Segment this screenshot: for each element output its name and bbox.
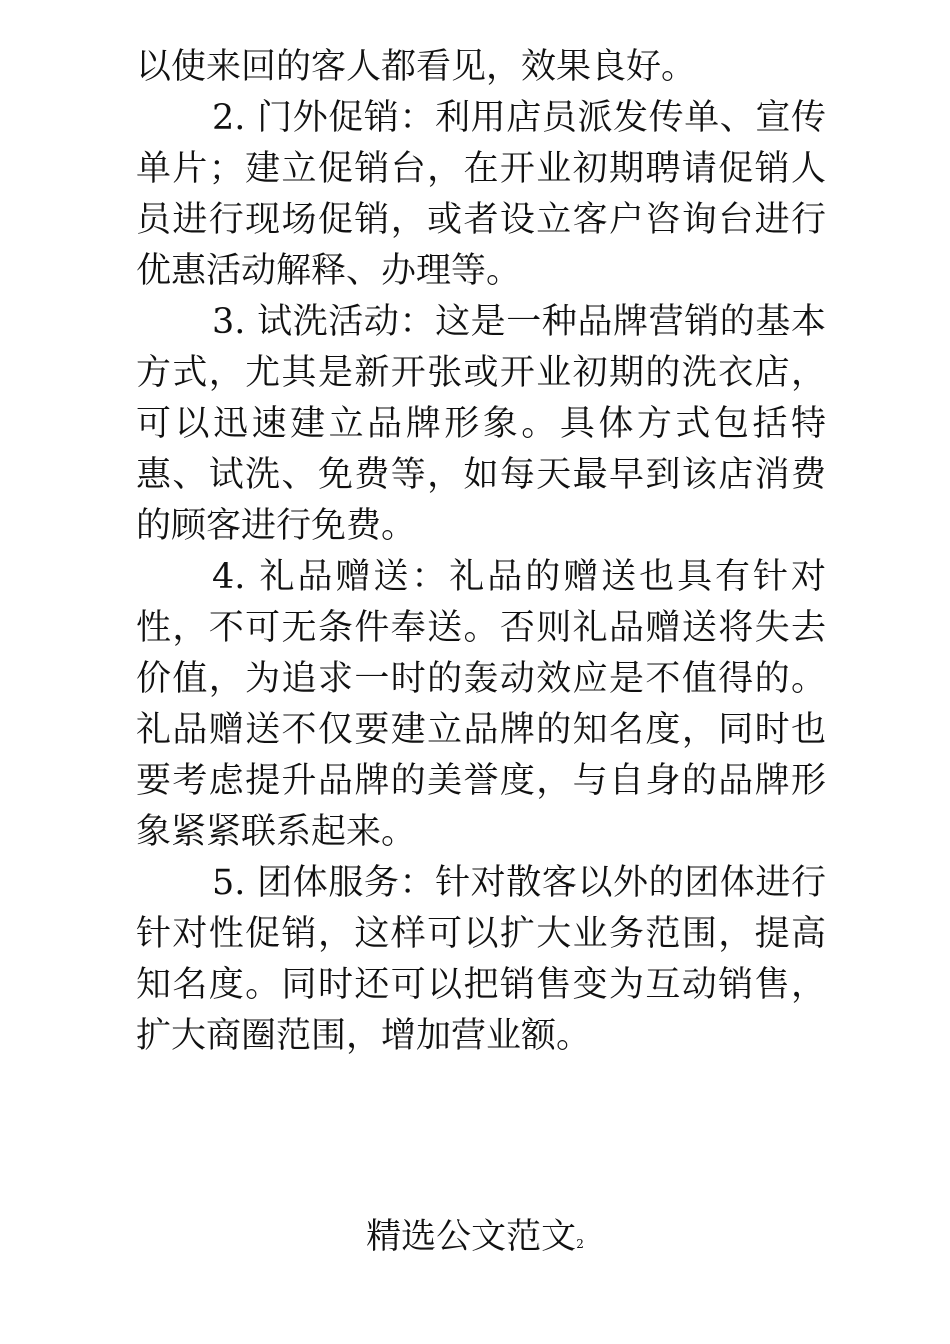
page-footer <box>0 1212 950 1270</box>
page-number: 2 <box>576 1237 584 1251</box>
paragraph-continuation: 以使来回的客人都看见，效果良好。 <box>136 47 697 87</box>
footer-text: 精选公文范文 <box>366 1217 577 1257</box>
document-body <box>136 42 826 1062</box>
paragraph-group-service: 5. 团体服务：针对散客以外的团体进行针对性促销，这样可以扩大业务范围，提高知名度。同时还可以把销售变为互动销售，扩大商圈范围，增加营业额。 <box>136 863 826 1056</box>
paragraph-door-promotion: 2. 门外促销：利用店员派发传单、宣传单片；建立促销台，在开业初期聘请促销人员进行现场促销，或者设立客户咨询台进行优惠活动解释、办理等。 <box>136 98 826 291</box>
paragraph-gift-giving: 4. 礼品赠送：礼品的赠送也具有针对性，不可无条件奉送。否则礼品赠送将失去价值，为追求一时的轰动效应是不值得的。礼品赠送不仅要建立品牌的知名度，同时也要考虑提升品牌的美誉度，与自身的品牌形象紧紧联系起来。 <box>136 557 826 852</box>
paragraph-trial-wash: 3. 试洗活动：这是一种品牌营销的基本方式，尤其是新开张或开业初期的洗衣店，可以迅速建立品牌形象。具体方式包括特惠、试洗、免费等，如每天最早到该店消费的顾客进行免费。 <box>136 302 826 546</box>
